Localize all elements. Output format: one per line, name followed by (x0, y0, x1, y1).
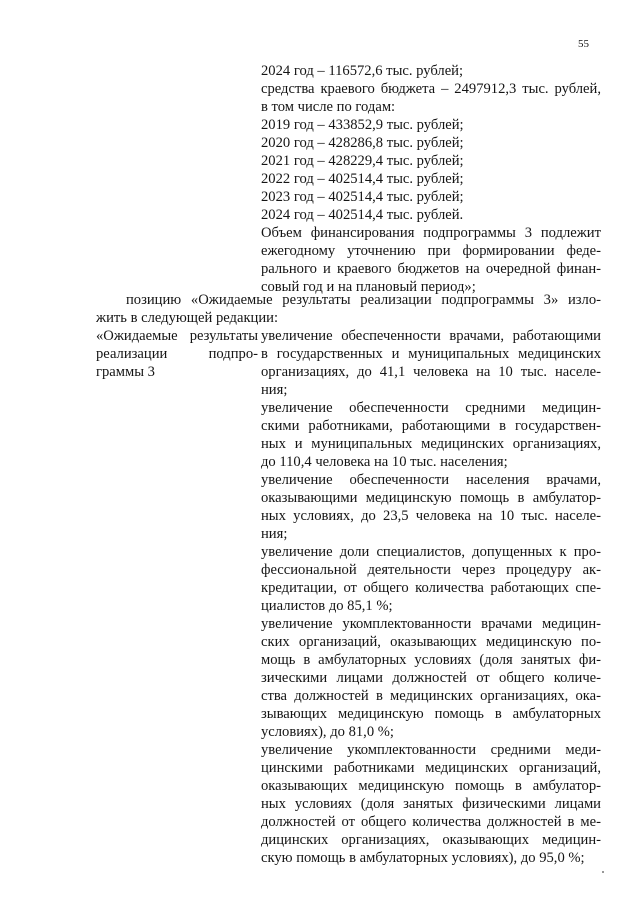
result-line: скую помощь в амбулаторных условиях), до 95,0 %; (261, 850, 585, 866)
label-line: граммы 3 (96, 364, 155, 380)
position-line: жить в следующей редакции: (96, 310, 279, 326)
result-line: оказывающих медицинскую помощь в амбулатор- (261, 778, 601, 794)
annual-note-line: ежегодному уточнению при формировании феде- (261, 243, 601, 259)
financing-line: 2024 год – 116572,6 тыс. рублей; (261, 63, 464, 79)
result-line: зическими лицами должностей от общего количе- (261, 670, 601, 686)
result-line: ных условиях (доля занятых физическими лицами (261, 796, 601, 812)
position-line: позицию «Ожидаемые результаты реализации подпрограммы 3» изло- (126, 292, 601, 308)
result-line: увеличение доли специалистов, допущенных к про- (261, 544, 601, 560)
financing-line: 2022 год – 402514,4 тыс. рублей; (261, 171, 464, 187)
result-line: дицинских организациях, оказывающих медицин- (261, 832, 601, 848)
result-line: увеличение обеспеченности средними медицин- (261, 400, 601, 416)
expected-results-list (261, 327, 601, 867)
result-item (261, 741, 601, 867)
financing-block (261, 62, 601, 296)
page-number: 55 (578, 38, 589, 50)
result-line: должностей от общего количества должностей в ме- (261, 814, 601, 830)
result-line: ных и муниципальных медицинских организациях, (261, 436, 601, 452)
financing-line: 2021 год – 428229,4 тыс. рублей; (261, 153, 464, 169)
result-line: ния; (261, 526, 288, 542)
result-line: условиях), до 81,0 %; (261, 724, 394, 740)
financing-line: средства краевого бюджета – 2497912,3 тыс. рублей, (261, 81, 601, 97)
result-line: ских организаций, оказывающих медицинскую по- (261, 634, 601, 650)
result-line: увеличение укомплектованности врачами медицин- (261, 616, 601, 632)
expected-results-label (96, 327, 258, 381)
result-line: организациях, до 41,1 человека на 10 тыс. населе- (261, 364, 601, 380)
result-line: ния; (261, 382, 288, 398)
label-line: реализации подпро- (96, 346, 258, 362)
financing-line: 2019 год – 433852,9 тыс. рублей; (261, 117, 464, 133)
result-line: ных условиях, до 23,5 человека на 10 тыс. населе- (261, 508, 601, 524)
result-line: скими работниками, работающими в государствен- (261, 418, 601, 434)
result-item (261, 615, 601, 741)
result-item (261, 327, 601, 399)
result-line: фессиональной деятельности через процедуру ак- (261, 562, 601, 578)
result-item (261, 543, 601, 615)
result-line: увеличение обеспеченности населения врачами, (261, 472, 601, 488)
result-line: ства должностей в медицинских организациях, ока- (261, 688, 601, 704)
financing-line: в том числе по годам: (261, 99, 396, 115)
result-item (261, 399, 601, 471)
annual-note-line: Объем финансирования подпрограммы 3 подлежит (261, 225, 601, 241)
financing-line: 2020 год – 428286,8 тыс. рублей; (261, 135, 464, 151)
result-line: цинскими работниками медицинских организаций, (261, 760, 601, 776)
scan-speck (602, 871, 604, 873)
label-line: «Ожидаемые результаты (96, 328, 258, 344)
result-line: мощь в амбулаторных условиях (доля занятых фи- (261, 652, 601, 668)
result-line: в государственных и муниципальных медицинских (261, 346, 601, 362)
annual-note-line: рального и краевого бюджетов на очередной финан- (261, 261, 601, 277)
result-line: кредитации, от общего количества работающих спе- (261, 580, 601, 596)
result-line: увеличение обеспеченности врачами, работающими (261, 328, 601, 344)
position-paragraph (96, 291, 601, 327)
result-line: увеличение укомплектованности средними меди- (261, 742, 601, 758)
result-line: оказывающими медицинскую помощь в амбулатор- (261, 490, 601, 506)
result-item (261, 471, 601, 543)
annual-note-line: совый год и на плановый период»; (261, 279, 476, 295)
financing-line: 2023 год – 402514,4 тыс. рублей; (261, 189, 464, 205)
result-line: до 110,4 человека на 10 тыс. населения; (261, 454, 508, 470)
result-line: циалистов до 85,1 %; (261, 598, 393, 614)
result-line: зывающих медицинскую помощь в амбулаторных (261, 706, 601, 722)
financing-line: 2024 год – 402514,4 тыс. рублей. (261, 207, 464, 223)
